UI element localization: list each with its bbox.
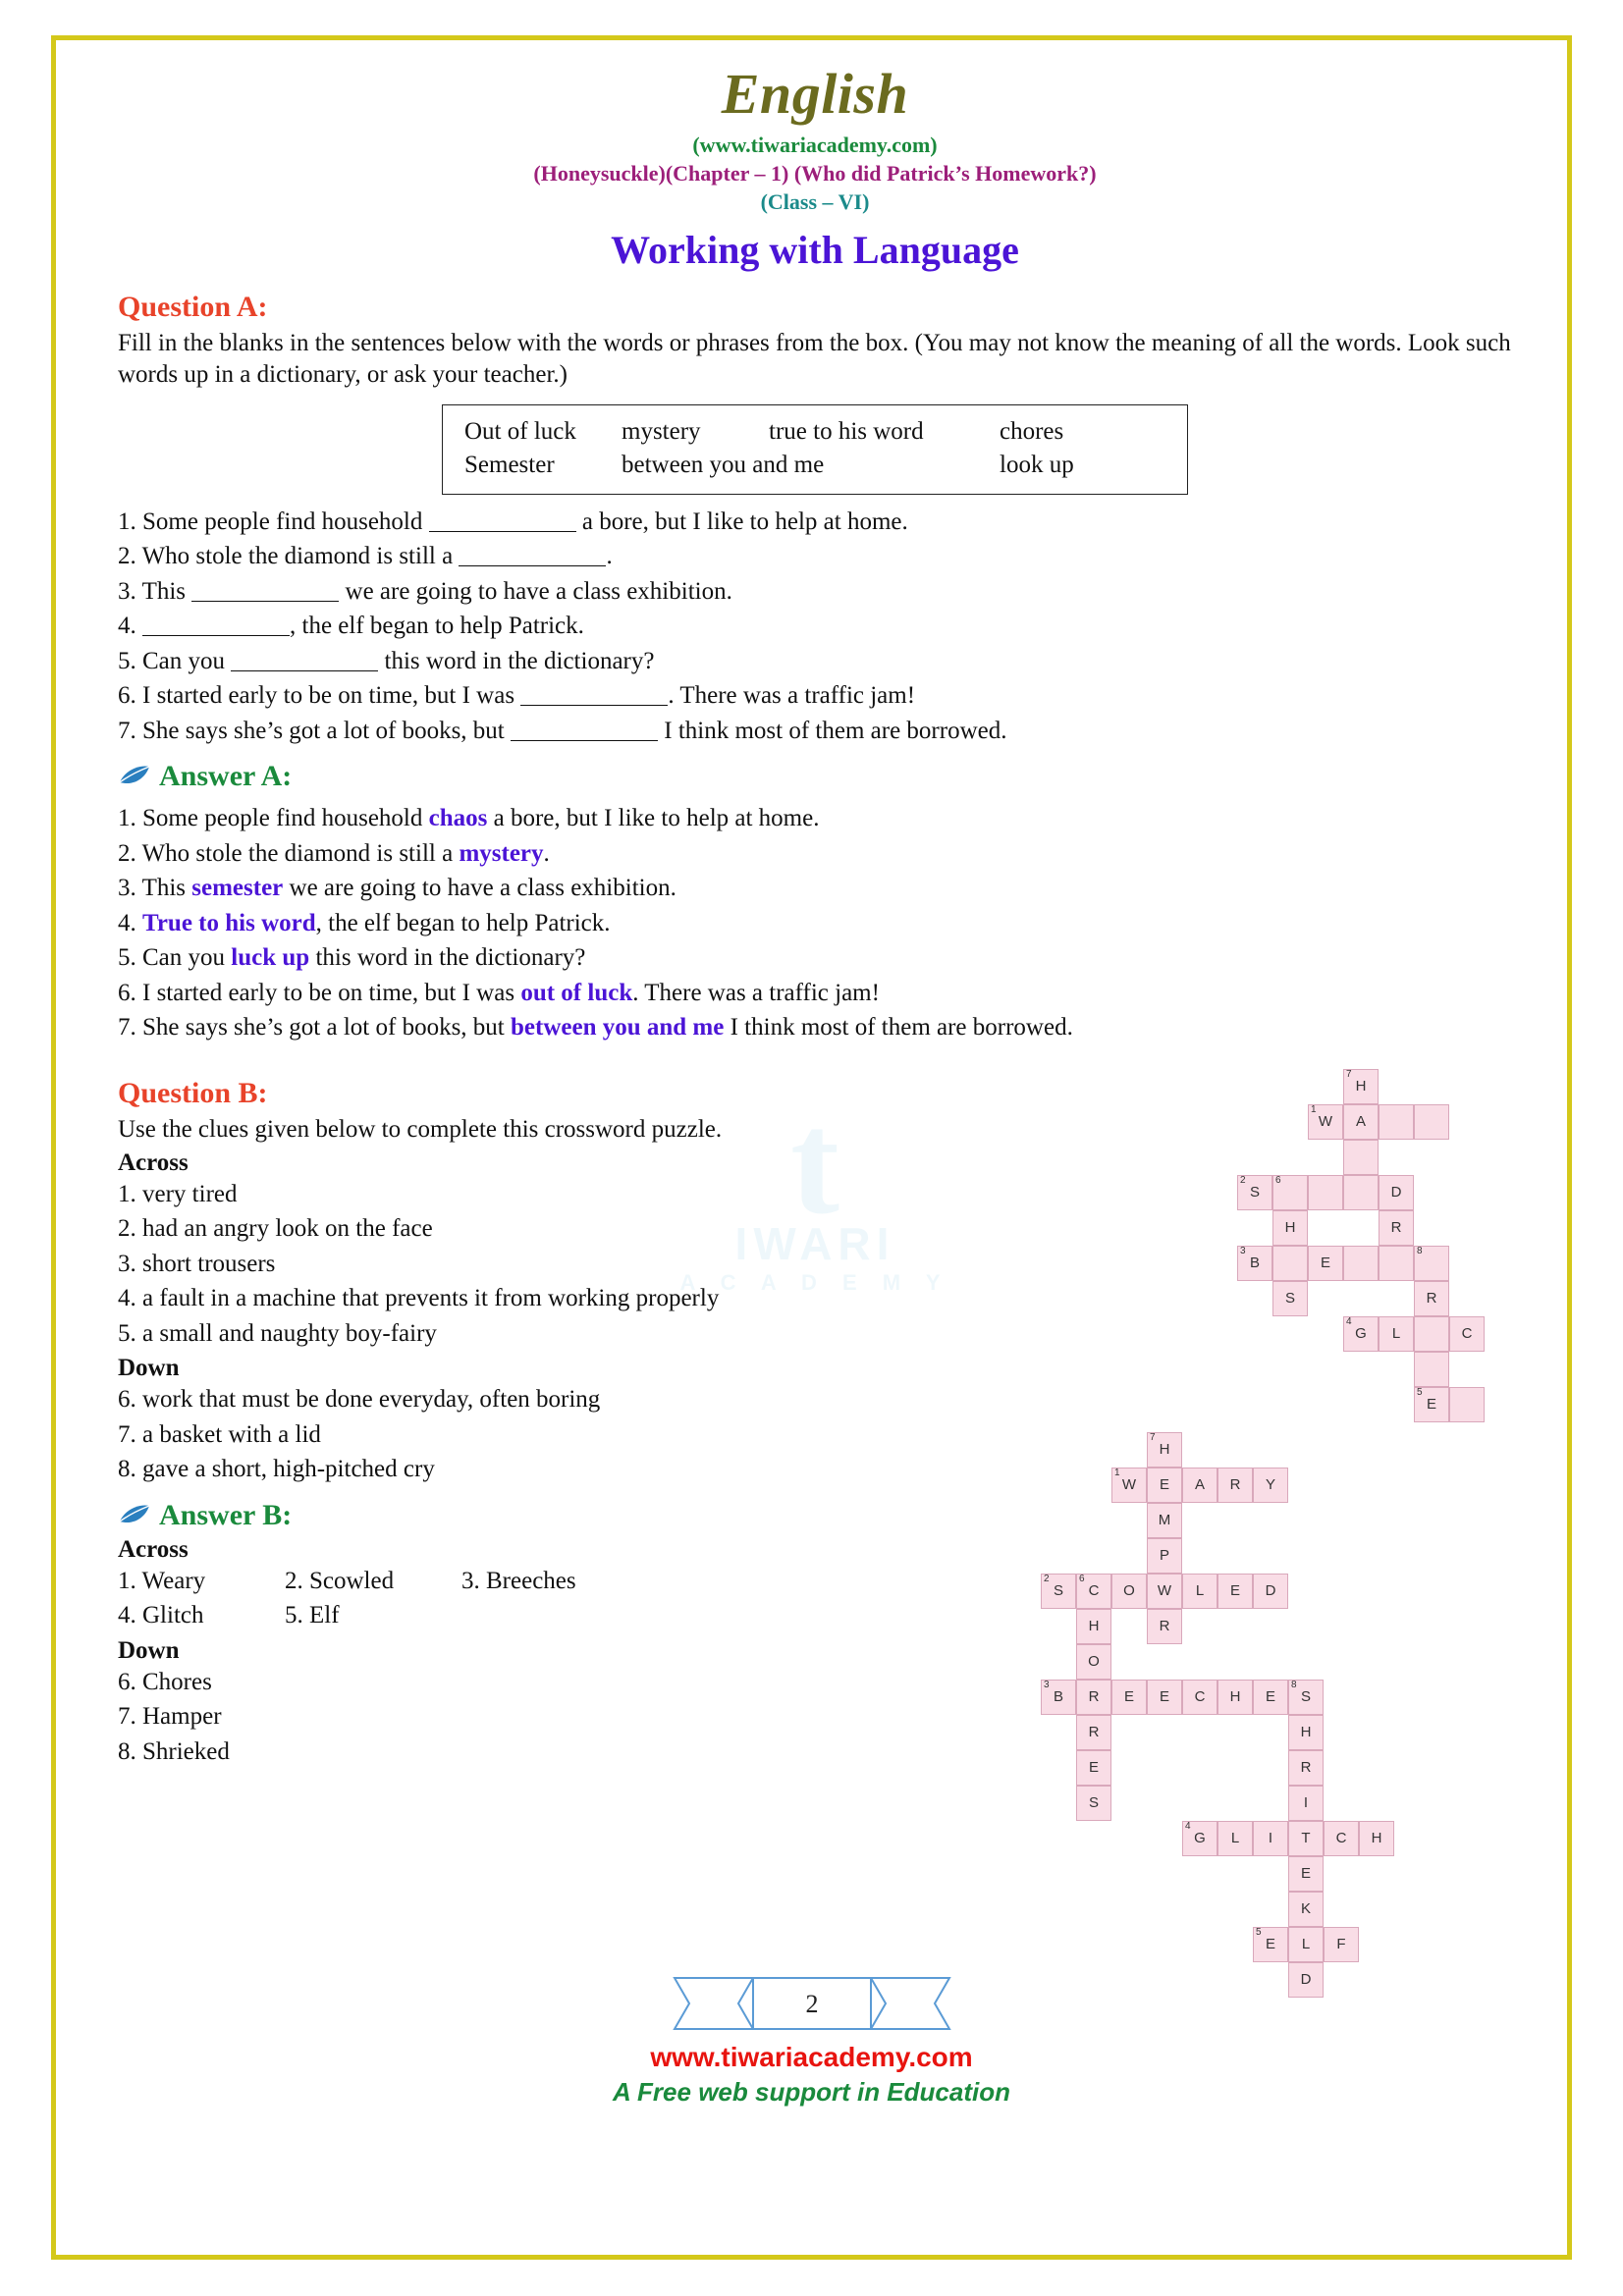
crossword-cell [1414, 1316, 1449, 1352]
word-bank-row-2 [464, 449, 1165, 482]
crossword-cell-letter: D [1300, 1971, 1312, 1988]
item-number: 7. [118, 1014, 136, 1041]
crossword-cell [1288, 1821, 1324, 1856]
crossword-cell [1343, 1316, 1379, 1352]
question-item [118, 574, 1512, 610]
answer-b-heading-row [118, 1499, 923, 1532]
crossword-cell [1308, 1104, 1343, 1140]
crossword-cell [1076, 1574, 1111, 1609]
crossword-cell [1272, 1175, 1308, 1210]
crossword-cell-number: 1 [1114, 1467, 1120, 1478]
crossword-cell-letter: G [1355, 1325, 1367, 1342]
footer-url[interactable]: www.tiwariacademy.com [650, 2042, 973, 2072]
word-bank-item: Semester [464, 451, 555, 478]
crossword-cell-letter: P [1159, 1547, 1169, 1564]
crossword-cell-letter: R [1088, 1724, 1100, 1740]
item-number: 5. [118, 647, 136, 674]
crossword-cell-letter: B [1249, 1255, 1260, 1271]
fill-blank [142, 635, 290, 636]
crossword-cell-letter: A [1355, 1113, 1366, 1130]
footer-tagline: A Free web support in Education [613, 2077, 1010, 2107]
answer-item [118, 836, 1512, 872]
word-bank-row-1 [464, 415, 1165, 449]
question-b-heading: Question B: [118, 1076, 268, 1109]
crossword-cell [1288, 1750, 1324, 1786]
crossword-cell-letter: S [1249, 1184, 1260, 1201]
word-bank-box [442, 404, 1188, 495]
item-number: 1. [118, 507, 136, 535]
question-a-items [118, 505, 1512, 749]
crossword-cell [1076, 1715, 1111, 1750]
crossword-cell [1041, 1680, 1076, 1715]
crossword-cell-letter: L [1301, 1936, 1311, 1952]
crossword-cell-letter: L [1230, 1830, 1240, 1846]
crossword-cell [1308, 1246, 1343, 1281]
crossword-cell [1414, 1246, 1449, 1281]
crossword-cell [1147, 1680, 1182, 1715]
crossword-cell-letter: W [1318, 1113, 1333, 1130]
crossword-column [923, 1059, 1512, 1988]
word-bank-item: Out of luck [464, 418, 576, 445]
across-clue: 3. short trousers [118, 1250, 276, 1277]
crossword-cell-number: 7 [1150, 1431, 1156, 1443]
crossword-cell-letter: E [1265, 1936, 1275, 1952]
crossword-cell [1147, 1538, 1182, 1574]
crossword-cell-letter: D [1390, 1184, 1402, 1201]
crossword-cell-letter: H [1159, 1441, 1170, 1458]
crossword-cell [1379, 1104, 1414, 1140]
item-number: 3. [118, 577, 136, 605]
crossword-cell-number: 1 [1311, 1103, 1317, 1115]
answer-across-row [118, 1564, 923, 1599]
crossword-cell [1111, 1574, 1147, 1609]
item-number: 2. [118, 543, 136, 569]
question-a-heading: Question A: [118, 291, 268, 323]
down-clue: 8. gave a short, high-pitched cry [118, 1456, 435, 1482]
ribbon-graphic [670, 1973, 954, 2034]
crossword-cell [1324, 1821, 1359, 1856]
fill-blank [511, 740, 658, 741]
item-post: . There was a traffic jam! [632, 979, 880, 1006]
item-number: 6. [118, 979, 136, 1006]
crossword-cell-letter: E [1123, 1688, 1134, 1705]
crossword-cell-number: 8 [1291, 1679, 1297, 1690]
crossword-cell [1343, 1069, 1379, 1104]
crossword-cell-letter: R [1229, 1476, 1241, 1493]
answer-item [118, 871, 1512, 906]
across-clue: 4. a fault in a machine that prevents it from working properly [118, 1285, 720, 1311]
crossword-cell-letter: E [1229, 1582, 1240, 1599]
item-number: 4. [118, 909, 136, 936]
answer-across-label: Across [118, 1535, 189, 1563]
answer-entry: 4. Glitch [118, 1602, 204, 1629]
crossword-cell-letter: H [1088, 1618, 1100, 1634]
crossword-cell-letter: K [1300, 1900, 1311, 1917]
question-item [118, 609, 1512, 644]
word-bank-item: true to his word [769, 418, 924, 445]
word-bank-item: chores [1000, 418, 1064, 445]
crossword-cell-letter: H [1284, 1219, 1296, 1236]
item-number: 5. [118, 944, 136, 971]
item-pre: She says she’s got a lot of books, but [142, 1014, 511, 1041]
watermark-subtitle: A C A D E M Y [679, 1270, 950, 1295]
crossword-solved [1041, 1432, 1473, 2021]
item-post: , the elf began to help Patrick. [315, 909, 611, 936]
answer-word: luck up [231, 944, 310, 971]
section-title: Working with Language [611, 228, 1019, 272]
crossword-cell-letter: R [1159, 1618, 1170, 1634]
crossword-cell [1359, 1821, 1394, 1856]
crossword-cell-letter: Y [1265, 1476, 1275, 1493]
crossword-cell [1111, 1680, 1147, 1715]
crossword-cell-number: 5 [1256, 1926, 1262, 1938]
crossword-cell [1414, 1104, 1449, 1140]
crossword-cell-number: 2 [1240, 1174, 1246, 1186]
item-post: . [606, 543, 613, 569]
crossword-cell-letter: E [1088, 1759, 1099, 1776]
crossword-cell-letter: C [1461, 1325, 1473, 1342]
crossword-cell-letter: R [1390, 1219, 1402, 1236]
page-footer [0, 1973, 1623, 2108]
crossword-cell [1308, 1175, 1343, 1210]
crossword-cell [1379, 1246, 1414, 1281]
crossword-cell [1147, 1609, 1182, 1644]
leaf-icon [118, 1502, 151, 1529]
across-clue: 2. had an angry look on the face [118, 1215, 433, 1242]
item-number: 4. [118, 613, 136, 639]
item-pre: Who stole the diamond is still a [141, 543, 460, 569]
crossword-cell-letter: L [1391, 1325, 1401, 1342]
across-clue: 5. a small and naughty boy-fairy [118, 1319, 437, 1347]
crossword-cell-number: 8 [1417, 1245, 1423, 1256]
crossword-cell-letter: E [1265, 1688, 1275, 1705]
crossword-cell-letter: S [1053, 1582, 1063, 1599]
crossword-cell [1147, 1468, 1182, 1503]
crossword-cell-letter: H [1229, 1688, 1241, 1705]
crossword-cell [1253, 1574, 1288, 1609]
crossword-cell-letter: B [1053, 1688, 1063, 1705]
crossword-cell-letter: L [1195, 1582, 1205, 1599]
crossword-cell [1253, 1821, 1288, 1856]
answer-word: semester [191, 875, 284, 901]
crossword-cell-letter: D [1265, 1582, 1276, 1599]
watermark-logo: t [790, 1082, 839, 1245]
answer-item [118, 906, 1512, 941]
crossword-cell [1379, 1316, 1414, 1352]
crossword-cell [1041, 1574, 1076, 1609]
crossword-cell [1272, 1210, 1308, 1246]
answer-a-heading: Answer A: [159, 760, 293, 792]
answer-word: mystery [459, 839, 544, 867]
crossword-cell [1076, 1680, 1111, 1715]
item-post: we are going to have a class exhibition. [339, 577, 732, 605]
word-bank-item: between you and me [622, 451, 825, 478]
crossword-cell-letter: W [1121, 1476, 1137, 1493]
item-pre: She says she’s got a lot of books, but [142, 717, 511, 744]
crossword-cell [1076, 1644, 1111, 1680]
crossword-cell-number: 4 [1346, 1315, 1352, 1327]
website-line: (www.tiwariacademy.com) [692, 133, 938, 157]
down-clue: 7. a basket with a lid [118, 1420, 321, 1448]
crossword-cell-letter: C [1194, 1688, 1206, 1705]
question-item [118, 644, 1512, 679]
crossword-cell [1182, 1574, 1217, 1609]
crossword-cell [1253, 1680, 1288, 1715]
answer-item [118, 1010, 1512, 1045]
crossword-cell-letter: E [1320, 1255, 1330, 1271]
class-line: (Class – VI) [760, 189, 870, 214]
crossword-cell-letter: R [1300, 1759, 1312, 1776]
item-number: 2. [118, 839, 136, 867]
crossword-cell [1182, 1680, 1217, 1715]
item-post: . There was a traffic jam! [668, 682, 916, 709]
crossword-cell-letter: O [1088, 1653, 1100, 1670]
crossword-cell-letter: H [1371, 1830, 1382, 1846]
across-clue: 1. very tired [118, 1180, 238, 1207]
crossword-cell-number: 3 [1240, 1245, 1246, 1256]
crossword-cell [1343, 1246, 1379, 1281]
item-post: . [543, 839, 550, 867]
question-item [118, 678, 1512, 714]
crossword-cell [1272, 1246, 1308, 1281]
answer-b-heading: Answer B: [159, 1498, 293, 1531]
crossword-cell-letter: E [1300, 1865, 1311, 1882]
crossword-cell-letter: I [1268, 1830, 1273, 1846]
crossword-cell-number: 4 [1185, 1820, 1191, 1832]
answer-entry: 3. Breeches [461, 1567, 576, 1594]
answer-word: between you and me [511, 1014, 725, 1041]
crossword-cell [1414, 1387, 1449, 1422]
crossword-cell-letter: C [1088, 1582, 1100, 1599]
item-post: , the elf began to help Patrick. [290, 613, 584, 639]
item-number: 1. [118, 805, 136, 831]
document-content [118, 51, 1512, 1988]
question-a-prompt: Fill in the blanks in the sentences below with the words or phrases from the box. (You may not know the meaning of all the words. Look such words up in a dictionary, or ask your teacher.) [118, 330, 1511, 388]
crossword-cell [1272, 1281, 1308, 1316]
answer-entry: 6. Chores [118, 1668, 212, 1695]
crossword-cell-letter: H [1300, 1724, 1312, 1740]
answer-entry: 2. Scowled [285, 1567, 395, 1594]
crossword-cell-number: 5 [1417, 1386, 1423, 1398]
item-pre: I started early to be on time, but I was [142, 979, 521, 1006]
crossword-cell [1414, 1352, 1449, 1387]
item-number: 7. [118, 717, 136, 744]
crossword-cell-letter: C [1335, 1830, 1347, 1846]
answer-word: out of luck [520, 979, 633, 1006]
crossword-cell-number: 6 [1079, 1573, 1085, 1584]
crossword-cell-letter: F [1336, 1936, 1346, 1952]
crossword-cell-letter: E [1159, 1476, 1169, 1493]
question-b-text-column [118, 1059, 923, 1770]
crossword-cell [1253, 1927, 1288, 1962]
page-title: English [721, 62, 909, 126]
crossword-cell [1076, 1609, 1111, 1644]
answer-a-items [118, 801, 1512, 1045]
item-pre: Who stole the diamond is still a [141, 839, 460, 867]
crossword-cell-number: 6 [1275, 1174, 1281, 1186]
answer-word: chaos [428, 805, 488, 831]
question-b-section [118, 1059, 1512, 1988]
crossword-cell-number: 2 [1044, 1573, 1050, 1584]
crossword-cell [1217, 1821, 1253, 1856]
crossword-cell [1288, 1680, 1324, 1715]
crossword-cell [1343, 1175, 1379, 1210]
item-post: this word in the dictionary? [309, 944, 586, 971]
crossword-cell [1288, 1892, 1324, 1927]
leaf-icon [118, 763, 151, 790]
item-pre: I started early to be on time, but I was [142, 682, 521, 709]
crossword-cell [1343, 1140, 1379, 1175]
chapter-line: (Honeysuckle)(Chapter – 1) (Who did Patrick’s Homework?) [533, 161, 1097, 186]
answer-entry: 8. Shrieked [118, 1737, 230, 1765]
item-post: a bore, but I like to help at home. [575, 507, 908, 535]
answer-down-label: Down [118, 1636, 180, 1664]
crossword-cell [1217, 1574, 1253, 1609]
word-bank-item: mystery [622, 418, 701, 445]
crossword-cell [1237, 1246, 1272, 1281]
fill-blank [520, 705, 668, 706]
crossword-cell [1414, 1281, 1449, 1316]
crossword-cell [1147, 1503, 1182, 1538]
question-b-prompt: Use the clues given below to complete this crossword puzzle. [118, 1115, 723, 1143]
crossword-cell [1217, 1680, 1253, 1715]
question-item [118, 539, 1512, 574]
item-post: I think most of them are borrowed. [658, 717, 1007, 744]
item-pre: Can you [142, 647, 232, 674]
item-number: 6. [118, 682, 136, 709]
answer-item [118, 801, 1512, 836]
crossword-cell [1253, 1468, 1288, 1503]
crossword-cell [1288, 1927, 1324, 1962]
crossword-cell [1288, 1856, 1324, 1892]
crossword-cell [1379, 1175, 1414, 1210]
item-post: this word in the dictionary? [378, 647, 655, 674]
item-pre: Some people find household [142, 805, 429, 831]
crossword-cell-letter: O [1123, 1582, 1135, 1599]
crossword-cell [1076, 1786, 1111, 1821]
crossword-cell-letter: M [1158, 1512, 1171, 1528]
fill-blank [459, 565, 606, 566]
crossword-cell [1288, 1786, 1324, 1821]
crossword-cell [1343, 1104, 1379, 1140]
crossword-cell-letter: H [1355, 1078, 1367, 1095]
item-post: we are going to have a class exhibition. [283, 875, 676, 901]
crossword-cell [1379, 1210, 1414, 1246]
fill-blank [231, 670, 378, 671]
question-item [118, 714, 1512, 749]
answer-a-heading-row [118, 760, 1512, 793]
item-number: 3. [118, 875, 136, 901]
crossword-cell [1288, 1715, 1324, 1750]
crossword-cell-letter: R [1426, 1290, 1437, 1307]
item-pre: This [141, 577, 192, 605]
crossword-cell [1182, 1468, 1217, 1503]
item-pre: Some people find household [142, 507, 429, 535]
crossword-cell [1182, 1821, 1217, 1856]
answer-word: True to his word [142, 909, 316, 936]
across-label: Across [118, 1148, 189, 1176]
crossword-cell [1217, 1468, 1253, 1503]
question-item [118, 505, 1512, 540]
crossword-cell-letter: G [1194, 1830, 1206, 1846]
crossword-cell [1324, 1927, 1359, 1962]
crossword-cell-letter: S [1284, 1290, 1295, 1307]
fill-blank [429, 531, 576, 532]
crossword-cell-letter: E [1159, 1688, 1169, 1705]
crossword-cell-letter: I [1303, 1794, 1309, 1811]
answer-across-row [118, 1598, 923, 1633]
crossword-cell-letter: S [1300, 1688, 1311, 1705]
down-label: Down [118, 1355, 180, 1381]
answer-item [118, 940, 1512, 976]
down-clue: 6. work that must be done everyday, often boring [118, 1386, 601, 1413]
answer-entry: 5. Elf [285, 1602, 340, 1629]
fill-blank [191, 601, 339, 602]
watermark-word: IWARI [734, 1218, 895, 1269]
item-pre: Can you [142, 944, 232, 971]
crossword-cell [1076, 1750, 1111, 1786]
answer-entry: 7. Hamper [118, 1703, 222, 1730]
crossword-cell-letter: T [1301, 1830, 1311, 1846]
crossword-cell-letter: A [1194, 1476, 1205, 1493]
item-pre: This [141, 875, 192, 901]
crossword-cell-letter: E [1426, 1396, 1436, 1413]
crossword-cell [1111, 1468, 1147, 1503]
crossword-cell-number: 3 [1044, 1679, 1050, 1690]
crossword-blank [1237, 1069, 1623, 1442]
item-post: I think most of them are borrowed. [724, 1014, 1073, 1041]
crossword-cell-letter: R [1088, 1688, 1100, 1705]
answer-item [118, 976, 1512, 1011]
crossword-cell-letter: S [1088, 1794, 1099, 1811]
crossword-cell [1147, 1574, 1182, 1609]
crossword-cell [1449, 1316, 1485, 1352]
crossword-cell [1147, 1432, 1182, 1468]
crossword-cell-letter: W [1157, 1582, 1172, 1599]
answer-entry: 1. Weary [118, 1567, 206, 1594]
crossword-cell [1237, 1175, 1272, 1210]
svg-text:2: 2 [805, 1990, 818, 2018]
item-post: a bore, but I like to help at home. [487, 805, 820, 831]
crossword-cell [1449, 1387, 1485, 1422]
crossword-cell-number: 7 [1346, 1068, 1352, 1080]
word-bank-item: look up [1000, 451, 1074, 478]
